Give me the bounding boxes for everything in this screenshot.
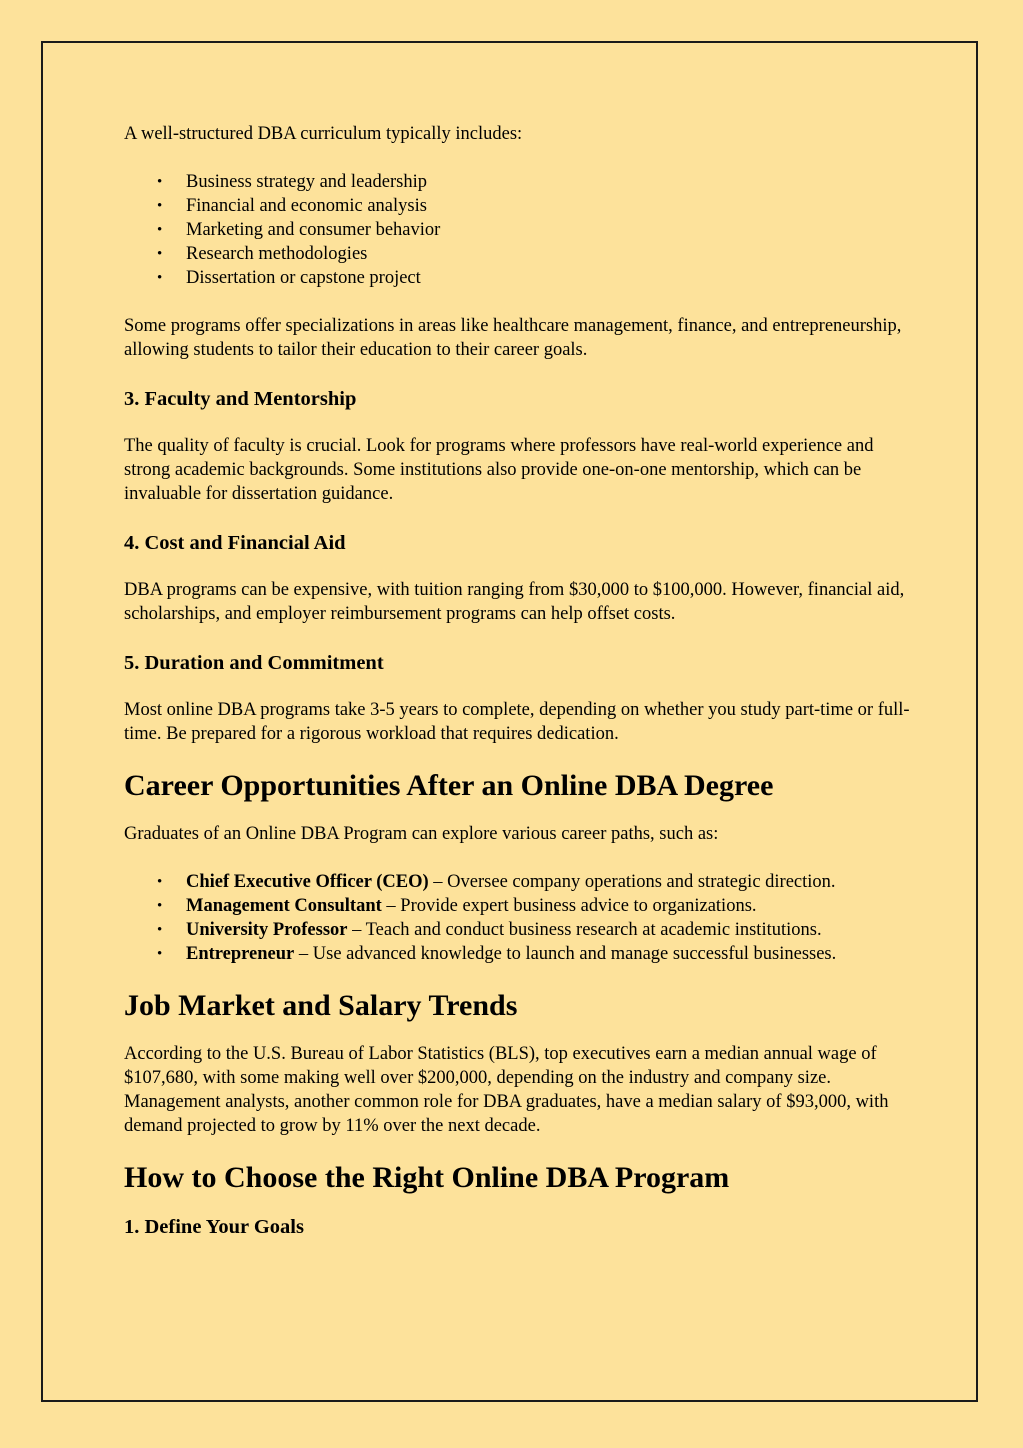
cost-heading: 4. Cost and Financial Aid	[124, 532, 346, 554]
list-item: • Financial and economic analysis	[186, 194, 914, 218]
career-title: Management Consultant	[186, 896, 382, 916]
document-content	[124, 122, 914, 1240]
career-title: University Professor	[186, 920, 348, 940]
curriculum-intro: A well-structured DBA curriculum typically includes:	[124, 124, 523, 144]
career-desc: – Oversee company operations and strategic direction.	[428, 872, 836, 892]
list-item	[186, 942, 914, 966]
specializations-paragraph: Some programs offer specializations in areas like healthcare management, finance, and entrepreneurship, allowing students to tailor their education to their career goals.	[124, 316, 902, 360]
list-item: • Business strategy and leadership	[186, 170, 914, 194]
career-desc: – Teach and conduct business research at academic institutions.	[347, 920, 822, 940]
career-intro: Graduates of an Online DBA Program can explore various career paths, such as:	[124, 824, 719, 844]
list-item: • Marketing and consumer behavior	[186, 218, 914, 242]
list-item: • Dissertation or capstone project	[186, 266, 914, 290]
career-desc: – Provide expert business advice to organizations.	[381, 896, 757, 916]
list-item	[186, 918, 914, 942]
curriculum-list	[124, 170, 914, 290]
list-item	[186, 894, 914, 918]
list-item	[186, 870, 914, 894]
faculty-heading: 3. Faculty and Mentorship	[124, 388, 357, 410]
salary-paragraph: According to the U.S. Bureau of Labor Statistics (BLS), top executives earn a median annual wage of $107,680, with some making well over $200,000, depending on the industry and company size. Management analysts, another common role for DBA graduates, have a median salary of $93,000, with demand projected to grow by 11% over the next decade.	[124, 1044, 889, 1136]
goals-heading: 1. Define Your Goals	[124, 1216, 304, 1238]
duration-heading: 5. Duration and Commitment	[124, 652, 384, 674]
career-desc: – Use advanced knowledge to launch and manage successful businesses.	[294, 944, 837, 964]
duration-paragraph: Most online DBA programs take 3-5 years to complete, depending on whether you study part-time or full-time. Be prepared for a rigorous workload that requires dedication.	[124, 700, 910, 744]
career-title: Chief Executive Officer (CEO)	[186, 872, 429, 892]
cost-paragraph: DBA programs can be expensive, with tuition ranging from $30,000 to $100,000. However, financial aid, scholarships, and employer reimbursement programs can help offset costs.	[124, 580, 905, 624]
career-title: Entrepreneur	[186, 944, 295, 964]
career-list	[124, 870, 914, 966]
list-item: • Research methodologies	[186, 242, 914, 266]
career-heading: Career Opportunities After an Online DBA Degree	[124, 769, 774, 802]
faculty-paragraph: The quality of faculty is crucial. Look for programs where professors have real-world experience and strong academic backgrounds. Some institutions also provide one-on-one mentorship, which can be invaluable for dissertation guidance.	[124, 436, 874, 504]
choose-heading: How to Choose the Right Online DBA Program	[124, 1161, 730, 1194]
salary-heading: Job Market and Salary Trends	[124, 989, 518, 1022]
